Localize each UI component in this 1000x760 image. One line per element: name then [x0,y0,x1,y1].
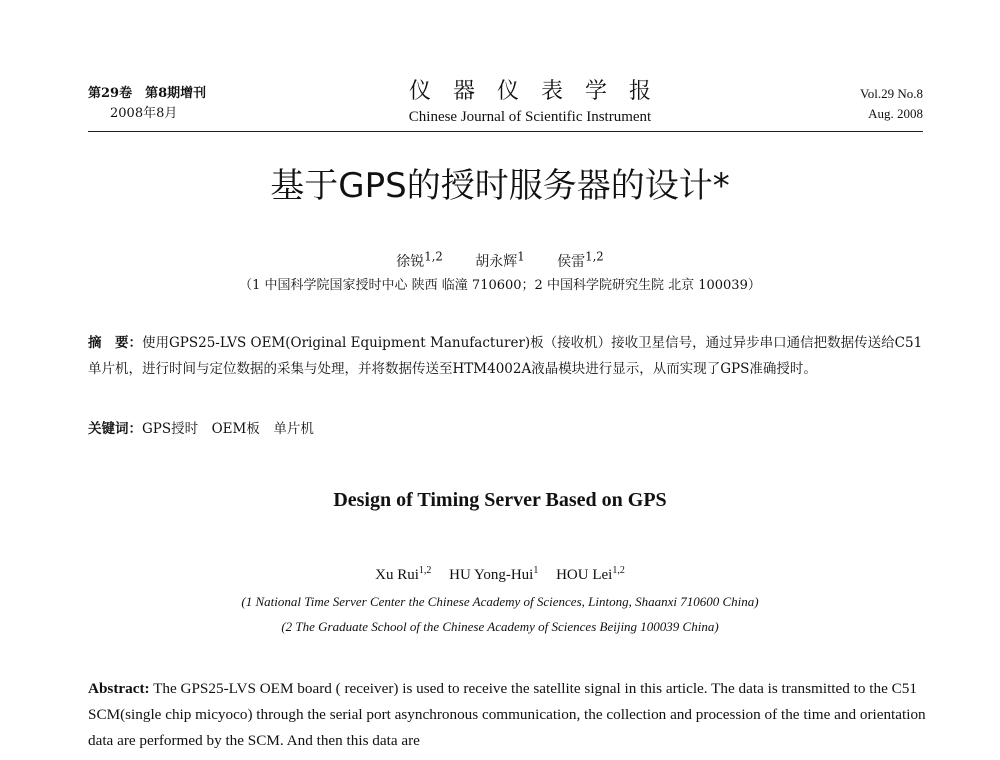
author-cn-3: 侯雷$^{1,2}$ [557,249,604,270]
author-en-3: HOU Lei$^{1,2}$ [556,565,625,583]
abstract-cn [88,330,928,382]
affiliation-cn: （1 中国科学院国家授时中心 陕西 临潼 710600；2 中国科学院研究生院 北京 100039） [239,278,761,293]
journal-header [88,79,923,136]
issue-info [88,84,206,124]
authors-cn [0,245,1000,273]
journal-name-cn: 仪器仪表学报 [408,79,673,104]
keywords-cn-label: 关键词： [88,421,142,437]
abstract-cn-label: 摘 要： [88,335,142,351]
author-en-2: HU Yong-Hui$^1$ [449,565,539,583]
journal-name [380,78,680,128]
abstract-en [88,676,930,754]
paper-title-cn: 基于GPS的授时服务器的设计* [270,166,730,206]
volume-info-en [860,84,923,124]
author-en-1: Xu Rui$^{1,2}$ [375,565,432,583]
paper-title-en: Design of Timing Server Based on GPS [333,489,667,511]
abstract-cn-text: 使用GPS25-LVS OEM(Original Equipment Manufacturer)板（接收机）接收卫星信号，通过异步串口通信把数据传送给C51单片机，进行时间与定位数据的采集与处理，并将数据传送至HTM4002A液晶模块进行显示，从而实现了GPS准确授时。 [88,335,923,377]
issue-date-cn: 2008年8月 [110,106,178,121]
volume-number-en: Vol.29 No.8 [860,86,923,101]
volume-issue: 第29卷 第8期增刊 [88,86,207,101]
keywords-cn-text: GPS授时 OEM板 单片机 [142,421,314,437]
authors-en [0,560,1000,586]
affiliation-en-1: (1 National Time Server Center the Chinese Academy of Sciences, Lintong, Shaanxi 710600 China) [241,594,759,609]
header-rule [88,131,923,132]
keywords-cn [88,418,928,440]
journal-name-en: Chinese Journal of Scientific Instrument [408,109,652,125]
author-cn-1: 徐锐$^{1,2}$ [396,249,443,270]
abstract-en-text: The GPS25-LVS OEM board ( receiver) is used to receive the satellite signal in this article. The data is transmitted to the C51 SCM(single chip micyoco) through the serial port asynchronous communication, the collection and procession of the time and orientation data are performed by the SCM. And then this data are [88,680,926,749]
author-cn-2: 胡永辉$^1$ [475,249,525,270]
affiliation-en-2: (2 The Graduate School of the Chinese Academy of Sciences Beijing 100039 China) [281,619,719,634]
issue-date-en: Aug. 2008 [868,106,923,121]
abstract-en-label: Abstract: [88,680,150,697]
